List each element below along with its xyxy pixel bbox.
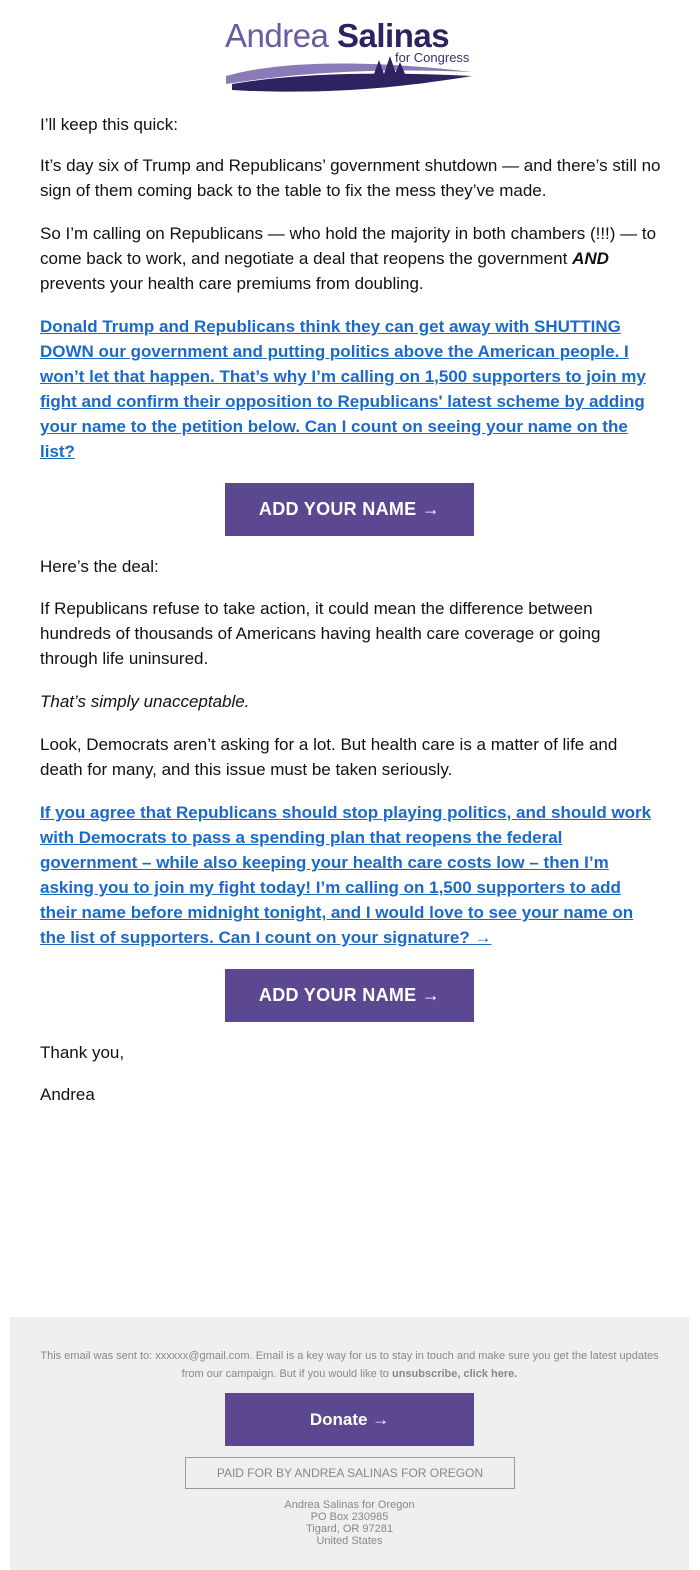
consequence-paragraph: If Republicans refuse to take action, it could mean the difference between hundreds of thousands of Americans having health care coverage or going through life uninsured.: [40, 599, 601, 668]
email-footer: [10, 1317, 689, 1570]
deal-paragraph: Here’s the deal:: [40, 557, 159, 576]
paid-for-disclaimer: PAID FOR BY ANDREA SALINAS FOR OREGON: [185, 1457, 515, 1489]
mailing-address: [10, 1499, 689, 1547]
closing-line: Thank you,: [40, 1043, 125, 1062]
logo-last-name: Salinas: [337, 17, 450, 54]
petition-link-2[interactable]: If you agree that Republicans should stop playing politics, and should work with Democrats to pass a spending plan that reopens the federal government – while also keeping your health care costs low – then I’m asking you to join my fight today! I’m calling on 1,500 supporters to add their name before midnight tonight, and I would love to see your name on the list of supporters. Can I count on your signature? →: [40, 803, 652, 947]
address-line: Tigard, OR 97281: [305, 1523, 394, 1535]
intro-paragraph: I’ll keep this quick:: [40, 115, 178, 134]
footer-notice: [40, 1347, 659, 1383]
donate-button[interactable]: Donate →: [225, 1393, 474, 1446]
footer-notice-text: This email was sent to: xxxxxx@gmail.com. Email is a key way for us to stay in touch and make sure you get the latest updates from our campaign. But if you would like to: [40, 1350, 659, 1380]
unacceptable-paragraph: [40, 689, 662, 714]
shutdown-paragraph: It’s day six of Trump and Republicans’ government shutdown — and there’s still no sign of them coming back to the table to fix the mess they’ve made.: [40, 156, 661, 200]
unsubscribe-link[interactable]: unsubscribe, click here.: [391, 1368, 518, 1380]
address-line: United States: [316, 1535, 383, 1547]
campaign-logo[interactable]: [0, 14, 700, 96]
call-text-part1: So I’m calling on Republicans — who hold the majority in both chambers (!!!) — to come back to work, and negotiate a deal that reopens the government: [40, 224, 657, 268]
add-your-name-button-1[interactable]: ADD YOUR NAME →: [225, 483, 474, 536]
call-text-part2: prevents your health care premiums from doubling.: [40, 274, 424, 293]
call-paragraph: [40, 221, 662, 296]
petition-link-1[interactable]: Donald Trump and Republicans think they can get away with SHUTTING DOWN our government and putting politics above the American people. I won’t let that happen. That’s why I’m calling on 1,500 supporters to join my fight and confirm their opposition to Republicans' latest scheme by adding your name to the petition below. Can I count on seeing your name on the list?: [40, 317, 646, 461]
address-line: PO Box 230985: [310, 1511, 389, 1523]
unacceptable-text: That’s simply unacceptable.: [40, 692, 250, 711]
address-line: Andrea Salinas for Oregon: [284, 1499, 415, 1511]
logo-first-name: Andrea: [225, 17, 329, 54]
signature: Andrea: [40, 1085, 95, 1104]
add-your-name-button-2[interactable]: ADD YOUR NAME →: [225, 969, 474, 1022]
call-text-emphasis: AND: [572, 249, 609, 268]
logo-tagline: for Congress: [395, 50, 470, 65]
democrats-paragraph: Look, Democrats aren’t asking for a lot. But health care is a matter of life and death for many, and this issue must be taken seriously.: [40, 735, 618, 779]
